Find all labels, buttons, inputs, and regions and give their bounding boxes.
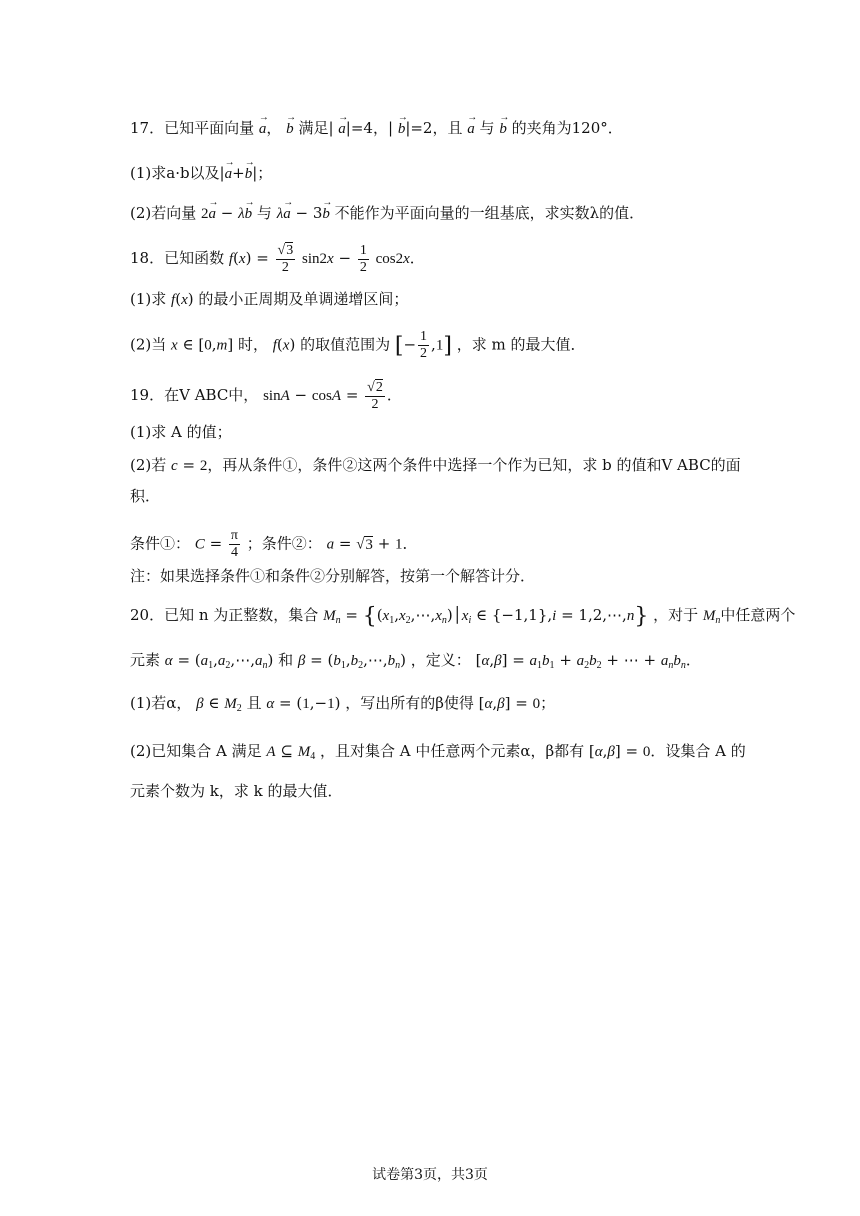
q17-stem: 17．已知平面向量 → a， → b 满足| → a|=4，| → b|=2，且 → a 与 → b 的夹角为120°．: [130, 118, 623, 139]
q20-part1: (1)若α， β ∈ $M_2$ 且 α = (1,−1) ，写出所有的β使得 [α,β] = 0；: [130, 694, 556, 714]
q20-stem: 20．已知 n 为正整数，集合 $M_n$ = {$(x_1,x_2,\cdots,x_n)│x_i$ ∈ {−1,1},i = 1,2,⋯,n} ，对于 $M_n$中任意两个: [130, 604, 796, 629]
q17-part2: (2)若向量 2→ a − λ→ b 与 λ→ a − 3→ b 不能作为平面向量的一组基底，求实数λ的值．: [130, 203, 644, 224]
q18-part1: (1)求 f(x) 的最小正周期及单调递增区间；: [130, 290, 409, 308]
q19-stem: 19．在V ABC中， sinA − cosA = $\frac{√2}{2}$ ．: [130, 380, 402, 412]
q20-part2: (2)已知集合 A 满足 A ⊆ $M_4$ ，且对集合 A 中任意两个元素α，β都有 [α,β] = 0．设集合 A 的: [130, 742, 746, 762]
q19-part2-cont: 积．: [130, 487, 161, 505]
q18-stem: 18．已知函数 f(x) = $\frac{√3}{2}$ sin2x − $\frac{1}{2}$ cos2x．: [130, 242, 425, 275]
q18-part2: (2)当 x ∈ [0,m] 时， f(x) 的取值范围为 [− $\frac{1}{2}$ ,1] ，求 m 的最大值．: [130, 329, 586, 361]
page-footer: 试卷第3页，共3页: [372, 1167, 488, 1183]
q17-part1: (1)求a·b以及|→ a+→ b|；: [130, 163, 272, 184]
q19-part2: (2)若 c = 2，再从条件①，条件②这两个条件中选择一个作为已知，求 b 的值和V ABC的面: [130, 456, 741, 474]
q19-conditions: 条件①： C = $\frac{\pi}{4}$ ；条件②： a = √3 + 1．: [130, 528, 418, 560]
q20-definition: 元素 $\alpha = (a_1,a_2,\cdots,a_n)$ 和 $\beta = (b_1,b_2,\cdots,b_n)$ ，定义： $[\alpha,\beta] = a_1b_1 + a_2b_2$ + ⋯ + $a_nb_n$．: [130, 651, 701, 671]
q20-part2-cont: 元素个数为 k，求 k 的最大值．: [130, 782, 343, 800]
q19-part1: (1)求 A 的值；: [130, 423, 232, 441]
q19-note: 注：如果选择条件①和条件②分别解答，按第一个解答计分．: [130, 567, 536, 585]
